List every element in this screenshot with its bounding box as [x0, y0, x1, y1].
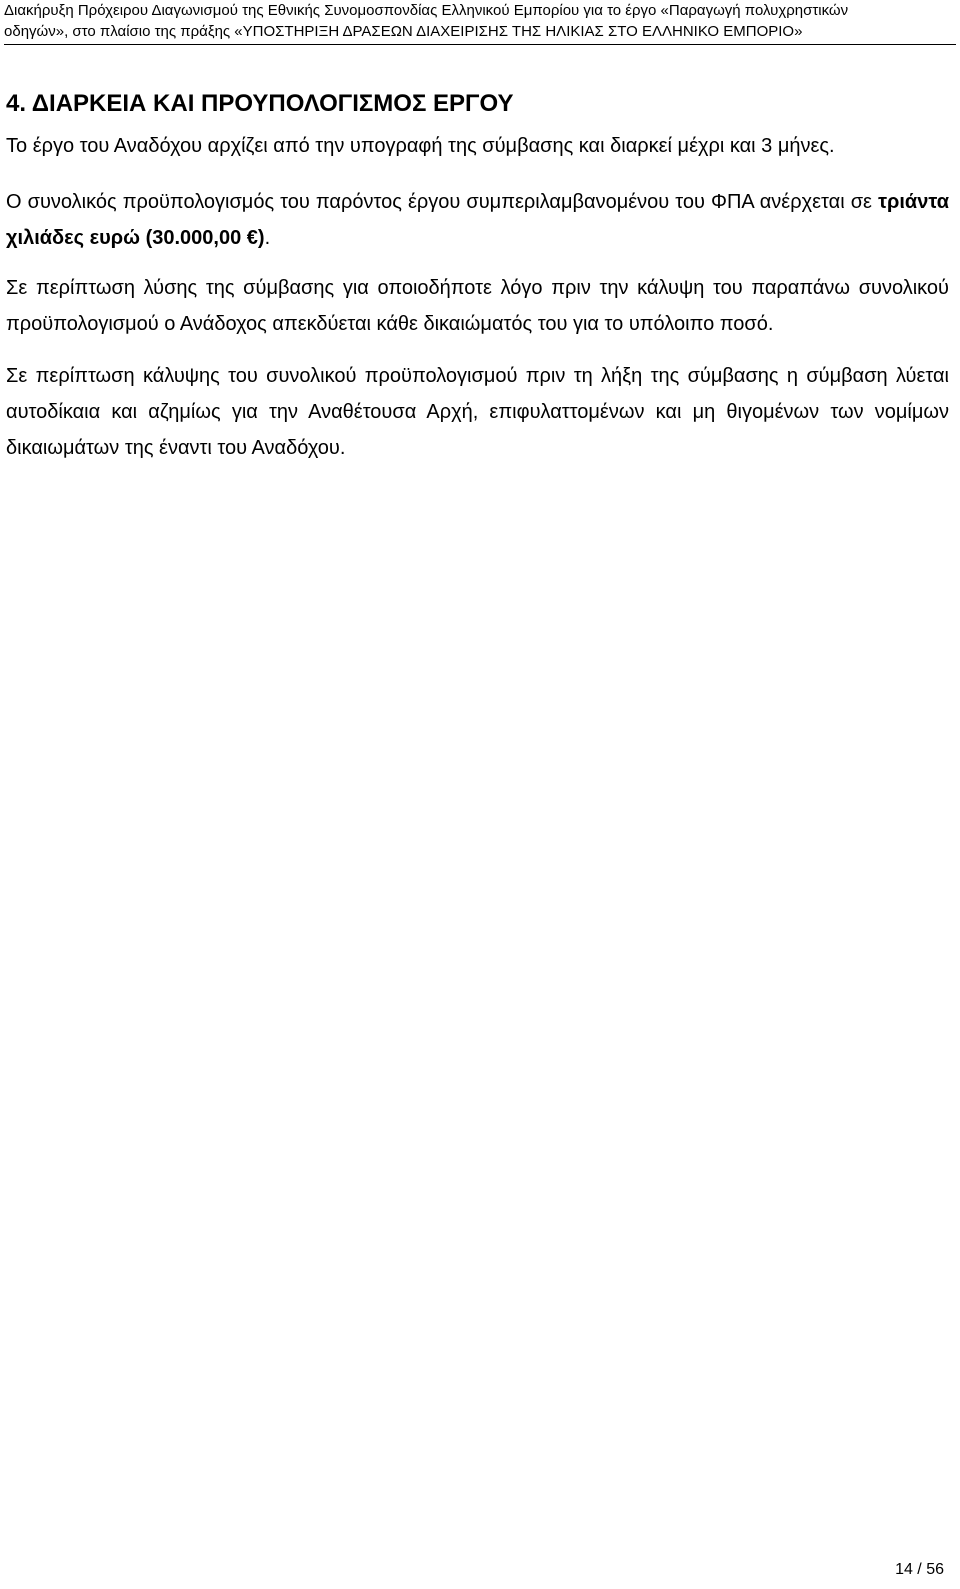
- paragraph-duration: Το έργο του Αναδόχου αρχίζει από την υπογραφή της σύμβασης και διαρκεί μέχρι και 3 μήνες.: [6, 135, 835, 157]
- budget-suffix-text: .: [264, 227, 271, 249]
- page-header: [4, 0, 956, 45]
- section-title: 4. ΔΙΑΡΚΕΙΑ ΚΑΙ ΠΡΟΥΠΟΛΟΓΙΣΜΟΣ ΕΡΓΟΥ: [6, 90, 514, 117]
- paragraph-budget: [6, 184, 949, 256]
- page-number: 14 / 56: [895, 1561, 944, 1578]
- budget-prefix-text: Ο συνολικός προϋπολογισμός του παρόντος έργου συμπεριλαμβανομένου του ΦΠΑ ανέρχεται σε: [6, 191, 879, 213]
- document-body: [6, 84, 949, 484]
- header-line-1: Διακήρυξη Πρόχειρου Διαγωνισμού της Εθνικής Συνομοσπονδίας Ελληνικού Εμπορίου για το έργο «Παραγωγή πολυχρηστικών: [4, 2, 849, 19]
- paragraph-termination: Σε περίπτωση λύσης της σύμβασης για οποιοδήποτε λόγο πριν την κάλυψη του παραπάνω συνολικού προϋπολογισμού ο Ανάδοχος απεκδύεται κάθε δικαιώματός του για το υπόλοιπο ποσό.: [6, 277, 949, 335]
- paragraph-budget-coverage: Σε περίπτωση κάλυψης του συνολικού προϋπολογισμού πριν τη λήξη της σύμβασης η σύμβαση λύεται αυτοδίκαια και αζημίως για την Αναθέτουσα Αρχή, επιφυλαττομένων και μη θιγομένων των νομίμων δικαιωμάτων της έναντι του Αναδόχου.: [6, 365, 949, 459]
- budget-amount: τριάντα χιλιάδες ευρώ (30.000,00 €): [6, 191, 949, 249]
- header-line-2: οδηγών», στο πλαίσιο της πράξης «ΥΠΟΣΤΗΡΙΞΗ ΔΡΑΣΕΩΝ ΔΙΑΧΕΙΡΙΣΗΣ ΤΗΣ ΗΛΙΚΙΑΣ ΣΤΟ ΕΛΛΗΝΙΚΟ ΕΜΠΟΡΙΟ»: [4, 23, 803, 40]
